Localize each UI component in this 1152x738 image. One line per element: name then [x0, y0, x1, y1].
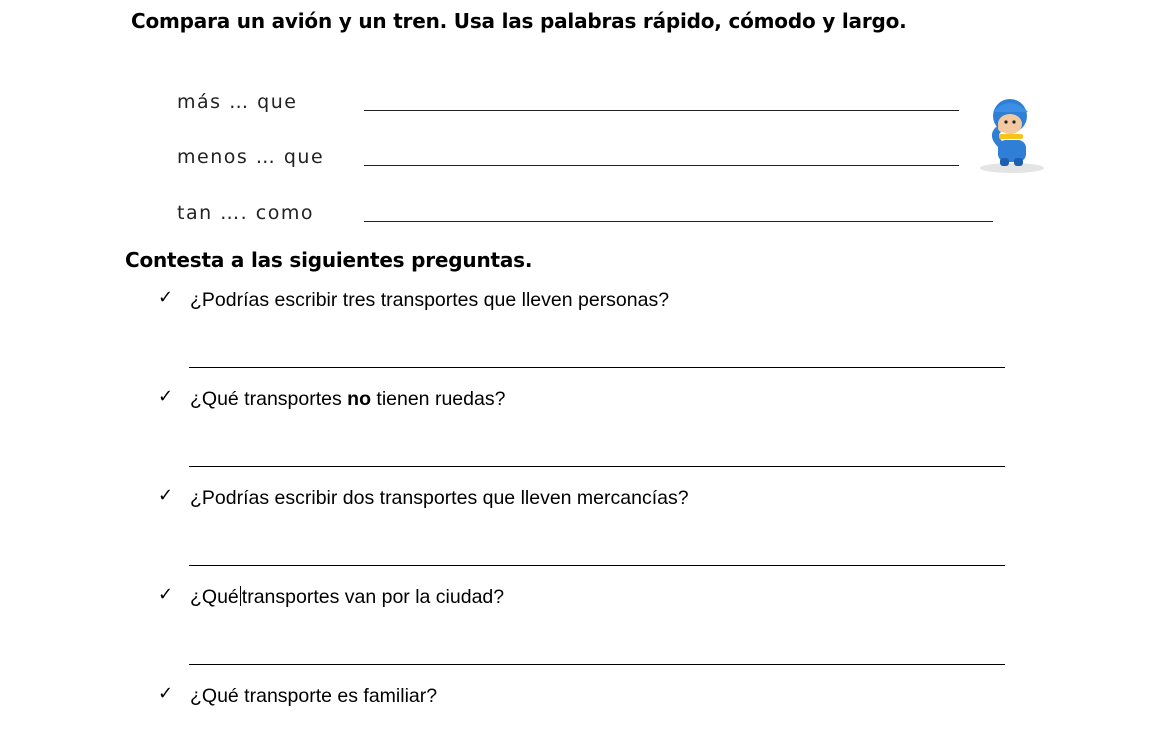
text-cursor: [240, 586, 241, 606]
compare-answer-line-2[interactable]: [364, 165, 959, 166]
compare-label-mas-que: más … que: [177, 91, 298, 113]
question-2-text-bold: no: [347, 388, 371, 410]
question-5-text: ¿Qué transporte es familiar?: [190, 685, 438, 707]
question-1-text: ¿Podrías escribir tres transportes que lleven personas?: [190, 289, 670, 311]
question-4-text-after: transportes van por la ciudad?: [241, 586, 505, 608]
pocoyo-character-illustration: [972, 96, 1050, 174]
compare-instruction: Compara un avión y un tren. Usa las palabras rápido, cómodo y largo.: [131, 9, 907, 33]
question-2-answer-line[interactable]: [189, 466, 1005, 467]
question-2-text-after: tienen ruedas?: [370, 388, 506, 410]
check-icon: ✓: [158, 584, 174, 605]
compare-label-menos-que: menos … que: [177, 146, 325, 168]
question-4-text: [190, 586, 504, 608]
question-2-text-before: ¿Qué transportes: [190, 388, 348, 410]
compare-label-tan-como: tan …. como: [177, 202, 314, 224]
questions-heading: Contesta a las siguientes preguntas.: [125, 248, 533, 272]
question-2-text: [190, 388, 505, 410]
check-icon: ✓: [158, 683, 174, 704]
question-1-answer-line[interactable]: [189, 367, 1005, 368]
question-4-text-before: ¿Qué: [190, 586, 239, 608]
check-icon: ✓: [158, 485, 174, 506]
check-icon: ✓: [158, 287, 174, 308]
question-3-answer-line[interactable]: [189, 565, 1005, 566]
compare-answer-line-1[interactable]: [364, 110, 959, 111]
question-3-text: ¿Podrías escribir dos transportes que lleven mercancías?: [190, 487, 689, 509]
check-icon: ✓: [158, 386, 174, 407]
question-4-answer-line[interactable]: [189, 664, 1005, 665]
compare-answer-line-3[interactable]: [364, 221, 993, 222]
